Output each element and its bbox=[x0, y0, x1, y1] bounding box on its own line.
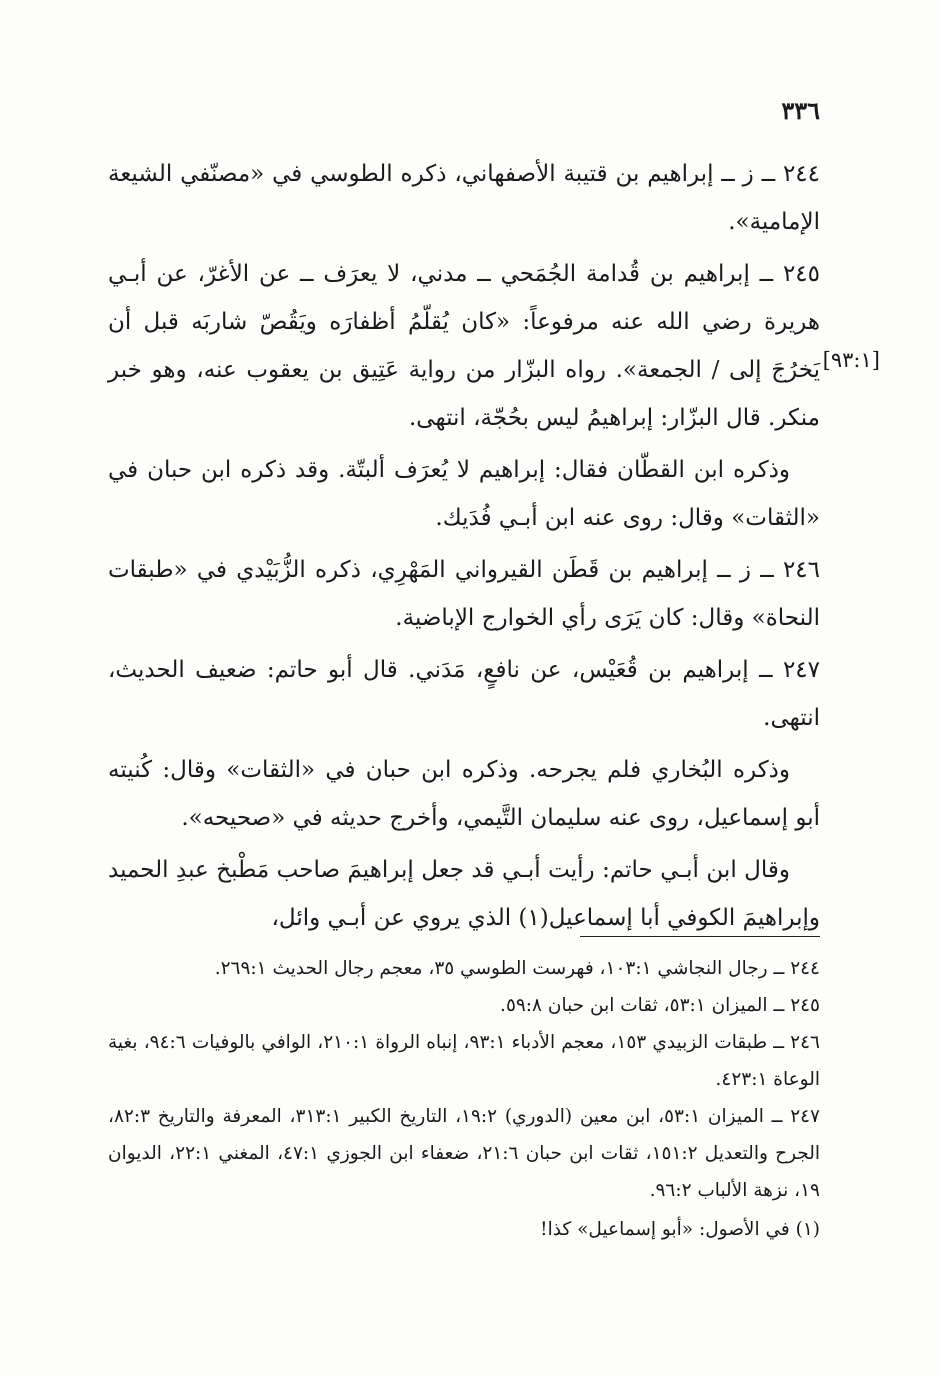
footnote-244: ٢٤٤ ــ رجال النجاشي ١٠٣:١، فهرست الطوسي ٣٥، معجم رجال الحديث ٢٦٩:١. bbox=[214, 958, 820, 979]
entry-244: ٢٤٤ ــ ز ــ إبراهيم بن قتيبة الأصفهاني، ذكره الطوسي في «مصنّفي الشيعة الإمامية». bbox=[108, 161, 820, 235]
entry-247-continued: وذكره البُخاري فلم يجرحه. وذكره ابن حبان في «الثقات» وقال: كُنيته أبو إسماعيل، روى عنه سليمان التَّيمي، وأخرج حديثه في «صحيحه». bbox=[108, 757, 820, 831]
footnote-245: ٢٤٥ ــ الميزان ٥٣:١، ثقات ابن حبان ٥٩:٨. bbox=[500, 995, 820, 1016]
page-number: ٣٣٦ bbox=[781, 96, 820, 125]
footnote-246: ٢٤٦ ــ طبقات الزبيدي ١٥٣، معجم الأدباء ٩٣:١، إنباه الرواة ٢١٠:١، الوافي بالوفيات ٩٤:٦، بغية الوعاة ٤٢٣:١. bbox=[108, 1032, 820, 1090]
margin-page-reference: [٩٣:١] bbox=[822, 348, 880, 372]
footnote-separator bbox=[580, 936, 820, 937]
entry-247: ٢٤٧ ــ إبراهيم بن قُعَيْس، عن نافعٍ، مَدَني. قال أبو حاتم: ضعيف الحديث، انتهى. bbox=[108, 657, 820, 731]
footnotes bbox=[108, 950, 820, 1248]
footnote-1: (١) في الأصول: «أبو إسماعيل» كذا! bbox=[540, 1219, 820, 1240]
footnote-247: ٢٤٧ ــ الميزان ٥٣:١، ابن معين (الدوري) ١٩:٢، التاريخ الكبير ٣١٣:١، المعرفة والتاريخ ٨٢:٣، الجرح والتعديل ١٥١:٢، ثقات ابن حبان ٢١:٦، ضعفاء ابن الجوزي ٤٧:١، المغني ٢٢:١، الديوان ١٩، نزهة الألباب ٩٦:٢. bbox=[108, 1106, 820, 1201]
entry-246: ٢٤٦ ــ ز ــ إبراهيم بن قَطَن القيرواني المَهْرِي، ذكره الزُّبَيْدي في «طبقات النحاة» وقال: كان يَرَى رأي الخوارج الإباضية. bbox=[108, 557, 820, 631]
entry-245-continued: وذكره ابن القطّان فقال: إبراهيم لا يُعرَف ألبتّة. وقد ذكره ابن حبان في «الثقات» وقال: روى عنه ابن أبـي فُدَيك. bbox=[108, 457, 820, 531]
entry-245: ٢٤٥ ــ إبراهيم بن قُدامة الجُمَحي ــ مدني، لا يعرَف ــ عن الأغرّ، عن أبـي هريرة رضي الله عنه مرفوعاً: «كان يُقلّمُ أظفارَه ويَقُصّ شاربَه قبل أن يَخرُجَ إلى / الجمعة». رواه البزّار من رواية عَتِيق بن يعقوب عنه، وهو خبر منكر. قال البزّار: إبراهيمُ ليس بحُجّة، انتهى. bbox=[108, 261, 820, 431]
main-text-body bbox=[108, 150, 820, 946]
entry-247-continued-2: وقال ابن أبـي حاتم: رأيت أبـي قد جعل إبراهيمَ صاحب مَطْبخ عبدِ الحميد وإبراهيمَ الكوفي أبا إسماعيل(١) الذي يروي عن أبـي وائل، bbox=[108, 857, 820, 931]
